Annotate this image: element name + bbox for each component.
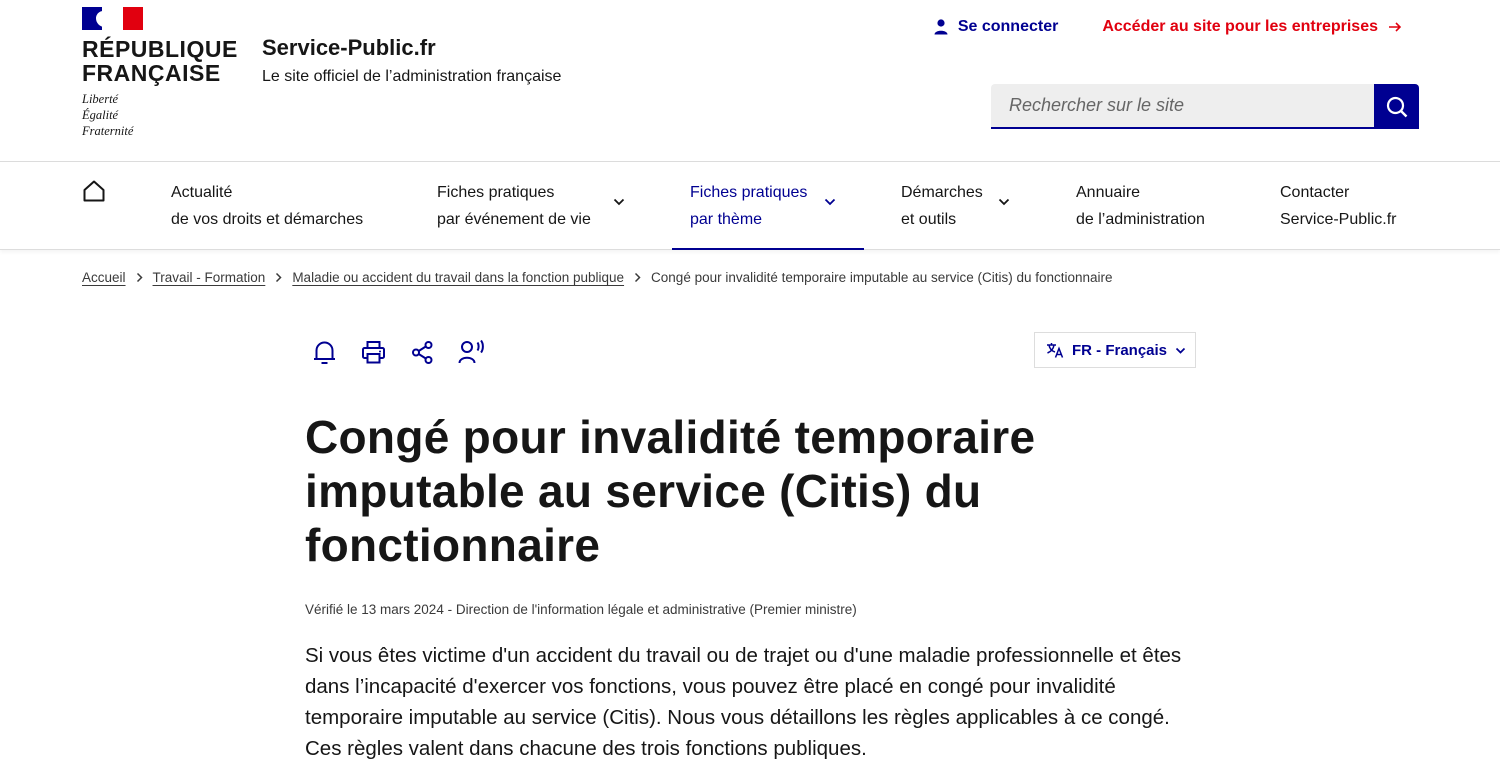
print-button[interactable] xyxy=(360,338,386,366)
page-meta: Vérifié le 13 mars 2024 - Direction de l'information légale et administrative (Premier ministre) xyxy=(305,602,857,617)
enterprise-label: Accéder au site pour les entreprises xyxy=(1102,18,1378,35)
breadcrumb-link-maladie[interactable]: Maladie ou accident du travail dans la fonction publique xyxy=(292,270,625,285)
chevron-right-icon xyxy=(634,272,641,283)
motto xyxy=(82,91,232,139)
nav-item-line2: de vos droits et démarches xyxy=(171,211,364,228)
nav-item-demarches[interactable] xyxy=(901,162,1021,250)
breadcrumb xyxy=(82,270,1113,285)
home-icon xyxy=(82,179,106,203)
republic-line1: RÉPUBLIQUE xyxy=(82,36,238,62)
republique-francaise-logo[interactable] xyxy=(82,7,238,139)
login-label: Se connecter xyxy=(957,18,1059,35)
motto-egalite: Égalité xyxy=(82,108,119,122)
search-input[interactable] xyxy=(991,84,1374,129)
chevron-down-icon xyxy=(824,198,836,206)
search-icon xyxy=(1385,95,1409,119)
service-title-block[interactable] xyxy=(262,34,561,88)
chevron-right-icon xyxy=(275,272,282,283)
nav-item-line2: de l’administration xyxy=(1076,211,1205,228)
page-intro: Si vous êtes victime d'un accident du travail ou de trajet ou d'une maladie professionnelle et êtes dans l’incapacité d'exercer vos fonctions, vous pouvez être placé en congé pour invalidité temporaire imputable au service (Citis). Nous vous détaillons les règles applicables à ce congé. Ces règles valent dans chacune des trois fonctions publiques. xyxy=(305,644,1182,760)
enterprise-link[interactable] xyxy=(1102,18,1402,36)
republic-line2: FRANÇAISE xyxy=(82,60,221,86)
nav-item-fiches-theme[interactable] xyxy=(690,162,838,250)
page-actions xyxy=(311,338,484,366)
chevron-down-icon xyxy=(1175,347,1186,354)
language-label: FR - Français xyxy=(1072,341,1168,359)
site-tagline: Le site officiel de l’administration française xyxy=(262,68,562,85)
nav-item-line1: Annuaire xyxy=(1076,184,1141,201)
breadcrumb-current: Congé pour invalidité temporaire imputable au service (Citis) du fonctionnaire xyxy=(651,270,1113,285)
breadcrumb-link-travail[interactable]: Travail - Formation xyxy=(152,270,266,285)
nav-item-line1: Démarches xyxy=(901,184,983,201)
share-button[interactable] xyxy=(409,338,435,366)
translate-icon xyxy=(1046,342,1064,358)
main-navigation xyxy=(0,162,1500,250)
share-icon xyxy=(410,340,435,365)
nav-item-line2: par thème xyxy=(690,211,763,228)
home-link[interactable] xyxy=(82,179,106,208)
chevron-right-icon xyxy=(136,272,143,283)
bell-icon xyxy=(312,339,337,366)
printer-icon xyxy=(361,340,386,365)
text-to-speech-icon xyxy=(458,339,485,365)
language-selector[interactable] xyxy=(1034,332,1196,368)
search-button[interactable] xyxy=(1374,84,1419,129)
user-icon xyxy=(934,19,948,35)
nav-item-contacter[interactable] xyxy=(1280,162,1396,250)
nav-item-line2: par événement de vie xyxy=(437,211,591,228)
login-link[interactable] xyxy=(934,18,1058,36)
republic-title xyxy=(82,36,238,86)
nav-item-annuaire[interactable] xyxy=(1076,162,1205,250)
site-header xyxy=(0,0,1500,162)
nav-item-line1: Actualité xyxy=(171,184,233,201)
nav-item-line2: Service-Public.fr xyxy=(1280,211,1397,228)
nav-item-actualite[interactable] xyxy=(171,162,363,250)
listen-button[interactable] xyxy=(458,338,484,366)
nav-item-line1: Contacter xyxy=(1280,184,1350,201)
subscribe-alert-button[interactable] xyxy=(311,338,337,366)
search-bar xyxy=(991,84,1419,129)
nav-item-line2: et outils xyxy=(901,211,957,228)
chevron-down-icon xyxy=(613,198,625,206)
nav-item-fiches-evenement[interactable] xyxy=(437,162,627,250)
nav-item-line1: Fiches pratiques xyxy=(437,184,555,201)
site-name[interactable]: Service-Public.fr xyxy=(262,35,436,60)
arrow-right-icon xyxy=(1388,21,1402,33)
page-title: Congé pour invalidité temporaire imputable au service (Citis) du fonctionnaire xyxy=(305,411,1036,571)
marianne-logo-icon xyxy=(82,7,143,30)
chevron-down-icon xyxy=(998,198,1010,206)
motto-fraternite: Fraternité xyxy=(82,124,134,138)
breadcrumb-link-accueil[interactable]: Accueil xyxy=(82,270,126,285)
nav-item-line1: Fiches pratiques xyxy=(690,184,808,201)
header-tools xyxy=(934,18,1402,36)
motto-liberte: Liberté xyxy=(82,92,119,106)
